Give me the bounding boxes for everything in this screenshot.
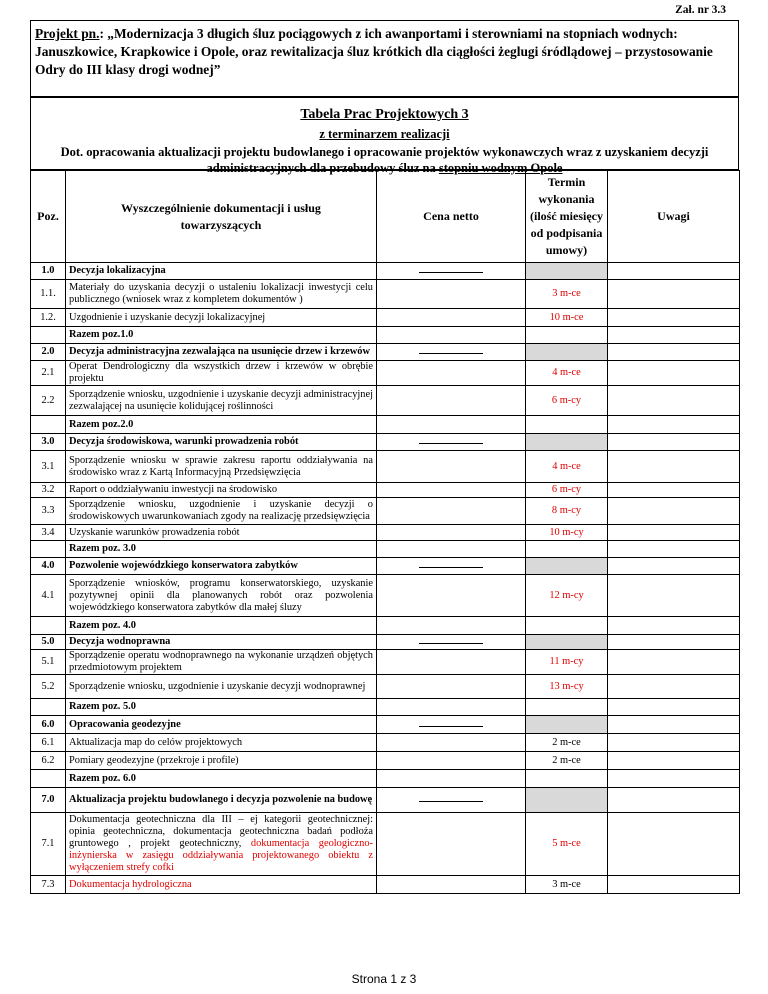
cell-description: Uzyskanie warunków prowadzenia robót	[66, 525, 377, 541]
table-row	[31, 675, 740, 699]
cell-notes	[608, 575, 740, 617]
cell-notes	[608, 752, 740, 770]
table-description-location: stopniu wodnym Opole	[438, 161, 563, 175]
project-title	[30, 20, 739, 97]
cell-price	[377, 752, 526, 770]
cell-poz	[31, 327, 66, 344]
cell-notes	[608, 344, 740, 361]
cell-poz: 7.3	[31, 876, 66, 894]
cell-term	[526, 788, 608, 813]
project-colon: :	[99, 26, 108, 41]
cell-poz: 5.1	[31, 650, 66, 675]
cell-description: Razem poz.2.0	[66, 416, 377, 434]
table-row	[31, 483, 740, 498]
table-row	[31, 876, 740, 894]
subtotal-row	[31, 699, 740, 716]
cell-description: Decyzja administracyjna zezwalająca na usunięcie drzew i krzewów	[66, 344, 377, 361]
cell-description: Opracowania geodezyjne	[66, 716, 377, 734]
cell-term	[526, 699, 608, 716]
cell-description: Decyzja środowiskowa, warunki prowadzenia robót	[66, 434, 377, 451]
cell-poz: 5.2	[31, 675, 66, 699]
cell-price	[377, 734, 526, 752]
cell-poz: 1.1.	[31, 280, 66, 309]
column-header-price: Cena netto	[377, 171, 526, 263]
section-row	[31, 716, 740, 734]
cell-poz: 2.1	[31, 361, 66, 386]
cell-notes	[608, 650, 740, 675]
annex-number: Zał. nr 3.3	[675, 4, 726, 16]
table-row	[31, 451, 740, 483]
table-row	[31, 280, 740, 309]
project-label: Projekt pn.	[35, 26, 100, 41]
cell-price	[377, 344, 526, 361]
cell-price	[377, 451, 526, 483]
cell-term: 3 m-ce	[526, 876, 608, 894]
price-blank-line	[419, 439, 483, 444]
cell-term: 2 m-ce	[526, 752, 608, 770]
price-blank-line	[419, 268, 483, 273]
cell-description: Sporządzenie wniosku w sprawie zakresu raportu oddziaływania na środowisko wraz z Kartą Informacyjną Przedsięwzięcia	[66, 451, 377, 483]
cell-term	[526, 327, 608, 344]
cell-price	[377, 716, 526, 734]
cell-term: 5 m-ce	[526, 813, 608, 876]
cell-term: 8 m-cy	[526, 498, 608, 525]
cell-description: Sporządzenie wniosku, uzgodnienie i uzyskanie decyzji o środowiskowych uwarunkowaniach zgody na realizację przedsięwzięcia	[66, 498, 377, 525]
cell-poz: 2.0	[31, 344, 66, 361]
cell-price	[377, 280, 526, 309]
column-header-poz: Poz.	[31, 171, 66, 263]
page-footer: Strona 1 z 3	[351, 972, 417, 986]
cell-poz: 1.2.	[31, 309, 66, 327]
table-description-lead: Dot. opracowania aktualizacji projektu budowlanego i opracowanie projektów wykonawczych wraz z uzyskaniem decyzji administracyjnych dla przebudowy śluz na	[60, 145, 709, 175]
cell-term	[526, 416, 608, 434]
cell-description: Sporządzenie wniosku, uzgodnienie i uzyskanie decyzji wodnoprawnej	[66, 675, 377, 699]
cell-notes	[608, 263, 740, 280]
cell-poz: 5.0	[31, 635, 66, 650]
cell-poz: 3.4	[31, 525, 66, 541]
cell-term	[526, 541, 608, 558]
cell-poz: 3.2	[31, 483, 66, 498]
cell-term: 10 m-ce	[526, 309, 608, 327]
cell-price	[377, 699, 526, 716]
cell-notes	[608, 525, 740, 541]
cell-poz	[31, 699, 66, 716]
price-blank-line	[419, 797, 483, 802]
cell-description: Razem poz. 3.0	[66, 541, 377, 558]
cell-description: Pozwolenie wojewódzkiego konserwatora zabytków	[66, 558, 377, 575]
cell-term	[526, 263, 608, 280]
cell-term: 6 m-cy	[526, 483, 608, 498]
cell-price	[377, 876, 526, 894]
section-row	[31, 635, 740, 650]
cell-term: 10 m-cy	[526, 525, 608, 541]
cell-notes	[608, 876, 740, 894]
cell-term: 2 m-ce	[526, 734, 608, 752]
cell-price	[377, 675, 526, 699]
price-blank-line	[419, 349, 483, 354]
section-row	[31, 344, 740, 361]
cell-notes	[608, 813, 740, 876]
cell-notes	[608, 416, 740, 434]
cell-poz	[31, 541, 66, 558]
cell-poz	[31, 770, 66, 788]
cell-price	[377, 309, 526, 327]
cell-description	[66, 813, 377, 876]
cell-poz: 3.3	[31, 498, 66, 525]
subtotal-row	[31, 416, 740, 434]
cell-price	[377, 416, 526, 434]
cell-notes	[608, 434, 740, 451]
cell-price	[377, 361, 526, 386]
works-table	[30, 170, 740, 894]
table-row	[31, 525, 740, 541]
cell-description: Razem poz. 4.0	[66, 617, 377, 635]
section-row	[31, 558, 740, 575]
cell-description: Uzgodnienie i uzyskanie decyzji lokalizacyjnej	[66, 309, 377, 327]
cell-term: 13 m-cy	[526, 675, 608, 699]
cell-poz: 7.0	[31, 788, 66, 813]
description-text-highlight: dokumentacja geologiczno-inżynierska w zasięgu oddziaływania projektowanego obiektu z wyłączeniem strefy cofki	[69, 838, 374, 873]
cell-description: Sporządzenie wniosku, uzgodnienie i uzyskanie decyzji administracyjnej zezwalającej na usunięcie kolidującej roślinności	[66, 386, 377, 416]
cell-term	[526, 558, 608, 575]
price-blank-line	[419, 722, 483, 727]
cell-poz	[31, 416, 66, 434]
cell-description: Decyzja wodnoprawna	[66, 635, 377, 650]
cell-term: 4 m-ce	[526, 361, 608, 386]
cell-notes	[608, 483, 740, 498]
cell-term	[526, 635, 608, 650]
project-text: „Modernizacja 3 długich śluz pociągowych z ich awanportami i sterowniami na stopniach wodnych: Januszkowice, Krapkowice i Opole, oraz rewitalizacja śluz krótkich dla ciągłości żeglugi śródlądowej – przystosowanie Odry do III klasy drogi wodnej”	[35, 26, 713, 77]
cell-price	[377, 770, 526, 788]
column-header-row	[31, 171, 740, 263]
price-blank-line	[419, 639, 483, 644]
cell-term: 12 m-cy	[526, 575, 608, 617]
cell-notes	[608, 386, 740, 416]
description-text: Dokumentacja geotechniczna dla III – ej kategorii geotechnicznej: opinia geotechniczna, dokumentacja geotechniczna badań podłoża gruntowego , projekt geotechniczny,	[69, 814, 373, 849]
cell-notes	[608, 498, 740, 525]
table-row	[31, 575, 740, 617]
cell-price	[377, 575, 526, 617]
cell-description: Materiały do uzyskania decyzji o ustaleniu lokalizacji inwestycji celu publicznego (wniosek wraz z kompletem dokumentów )	[66, 280, 377, 309]
cell-poz: 6.1	[31, 734, 66, 752]
cell-poz: 3.1	[31, 451, 66, 483]
cell-price	[377, 788, 526, 813]
cell-notes	[608, 699, 740, 716]
subtotal-row	[31, 541, 740, 558]
cell-notes	[608, 635, 740, 650]
cell-price	[377, 263, 526, 280]
cell-term	[526, 434, 608, 451]
table-title: Tabela Prac Projektowych 3	[300, 107, 469, 122]
cell-poz	[31, 617, 66, 635]
cell-price	[377, 386, 526, 416]
cell-description: Sporządzenie wniosków, programu konserwatorskiego, uzyskanie pozytywnej opinii dla planowanych robót oraz pozwolenia wojewódzkiego konserwatora zabytków dla małej śluzy	[66, 575, 377, 617]
cell-price	[377, 327, 526, 344]
cell-notes	[608, 558, 740, 575]
cell-notes	[608, 770, 740, 788]
cell-poz: 7.1	[31, 813, 66, 876]
cell-term: 11 m-cy	[526, 650, 608, 675]
table-row	[31, 309, 740, 327]
cell-term	[526, 617, 608, 635]
cell-description: Operat Dendrologiczny dla wszystkich drzew i krzewów w obrębie projektu	[66, 361, 377, 386]
price-blank-line	[419, 563, 483, 568]
column-header-notes: Uwagi	[608, 171, 740, 263]
cell-notes	[608, 716, 740, 734]
column-header-spec: Wyszczególnienie dokumentacji i usług towarzyszących	[66, 171, 377, 263]
table-subtitle: z terminarzem realizacji	[319, 127, 450, 141]
cell-term: 4 m-ce	[526, 451, 608, 483]
subtotal-row	[31, 617, 740, 635]
cell-description: Sporządzenie operatu wodnoprawnego na wykonanie urządzeń objętych przedmiotowym projektem	[66, 650, 377, 675]
cell-notes	[608, 327, 740, 344]
cell-description: Dokumentacja hydrologiczna	[66, 876, 377, 894]
cell-notes	[608, 309, 740, 327]
cell-price	[377, 650, 526, 675]
cell-poz: 1.0	[31, 263, 66, 280]
cell-description: Razem poz. 5.0	[66, 699, 377, 716]
cell-term	[526, 716, 608, 734]
cell-poz: 6.0	[31, 716, 66, 734]
section-row	[31, 434, 740, 451]
cell-notes	[608, 734, 740, 752]
cell-price	[377, 434, 526, 451]
cell-notes	[608, 617, 740, 635]
table-row	[31, 361, 740, 386]
cell-description: Razem poz.1.0	[66, 327, 377, 344]
table-row	[31, 650, 740, 675]
section-row	[31, 263, 740, 280]
cell-notes	[608, 788, 740, 813]
table-header	[30, 97, 739, 175]
cell-term: 6 m-cy	[526, 386, 608, 416]
cell-price	[377, 813, 526, 876]
subtotal-row	[31, 770, 740, 788]
cell-description: Raport o oddziaływaniu inwestycji na środowisko	[66, 483, 377, 498]
cell-poz: 6.2	[31, 752, 66, 770]
cell-notes	[608, 675, 740, 699]
cell-term	[526, 770, 608, 788]
subtotal-row	[31, 327, 740, 344]
cell-price	[377, 617, 526, 635]
section-row	[31, 788, 740, 813]
table-row	[31, 813, 740, 876]
cell-price	[377, 525, 526, 541]
cell-poz: 4.1	[31, 575, 66, 617]
cell-notes	[608, 541, 740, 558]
cell-poz: 3.0	[31, 434, 66, 451]
cell-description: Razem poz. 6.0	[66, 770, 377, 788]
cell-price	[377, 635, 526, 650]
cell-price	[377, 558, 526, 575]
cell-notes	[608, 280, 740, 309]
cell-notes	[608, 451, 740, 483]
cell-description: Aktualizacja map do celów projektowych	[66, 734, 377, 752]
table-row	[31, 734, 740, 752]
cell-term	[526, 344, 608, 361]
cell-price	[377, 541, 526, 558]
cell-poz: 2.2	[31, 386, 66, 416]
cell-price	[377, 498, 526, 525]
cell-price	[377, 483, 526, 498]
column-header-term: Termin wykonania (ilość miesięcy od podpisania umowy)	[526, 171, 608, 263]
cell-description: Decyzja lokalizacyjna	[66, 263, 377, 280]
table-row	[31, 386, 740, 416]
cell-term: 3 m-ce	[526, 280, 608, 309]
table-row	[31, 498, 740, 525]
cell-poz: 4.0	[31, 558, 66, 575]
cell-description: Pomiary geodezyjne (przekroje i profile)	[66, 752, 377, 770]
table-row	[31, 752, 740, 770]
cell-description: Aktualizacja projektu budowlanego i decyzja pozwolenie na budowę	[66, 788, 377, 813]
cell-notes	[608, 361, 740, 386]
